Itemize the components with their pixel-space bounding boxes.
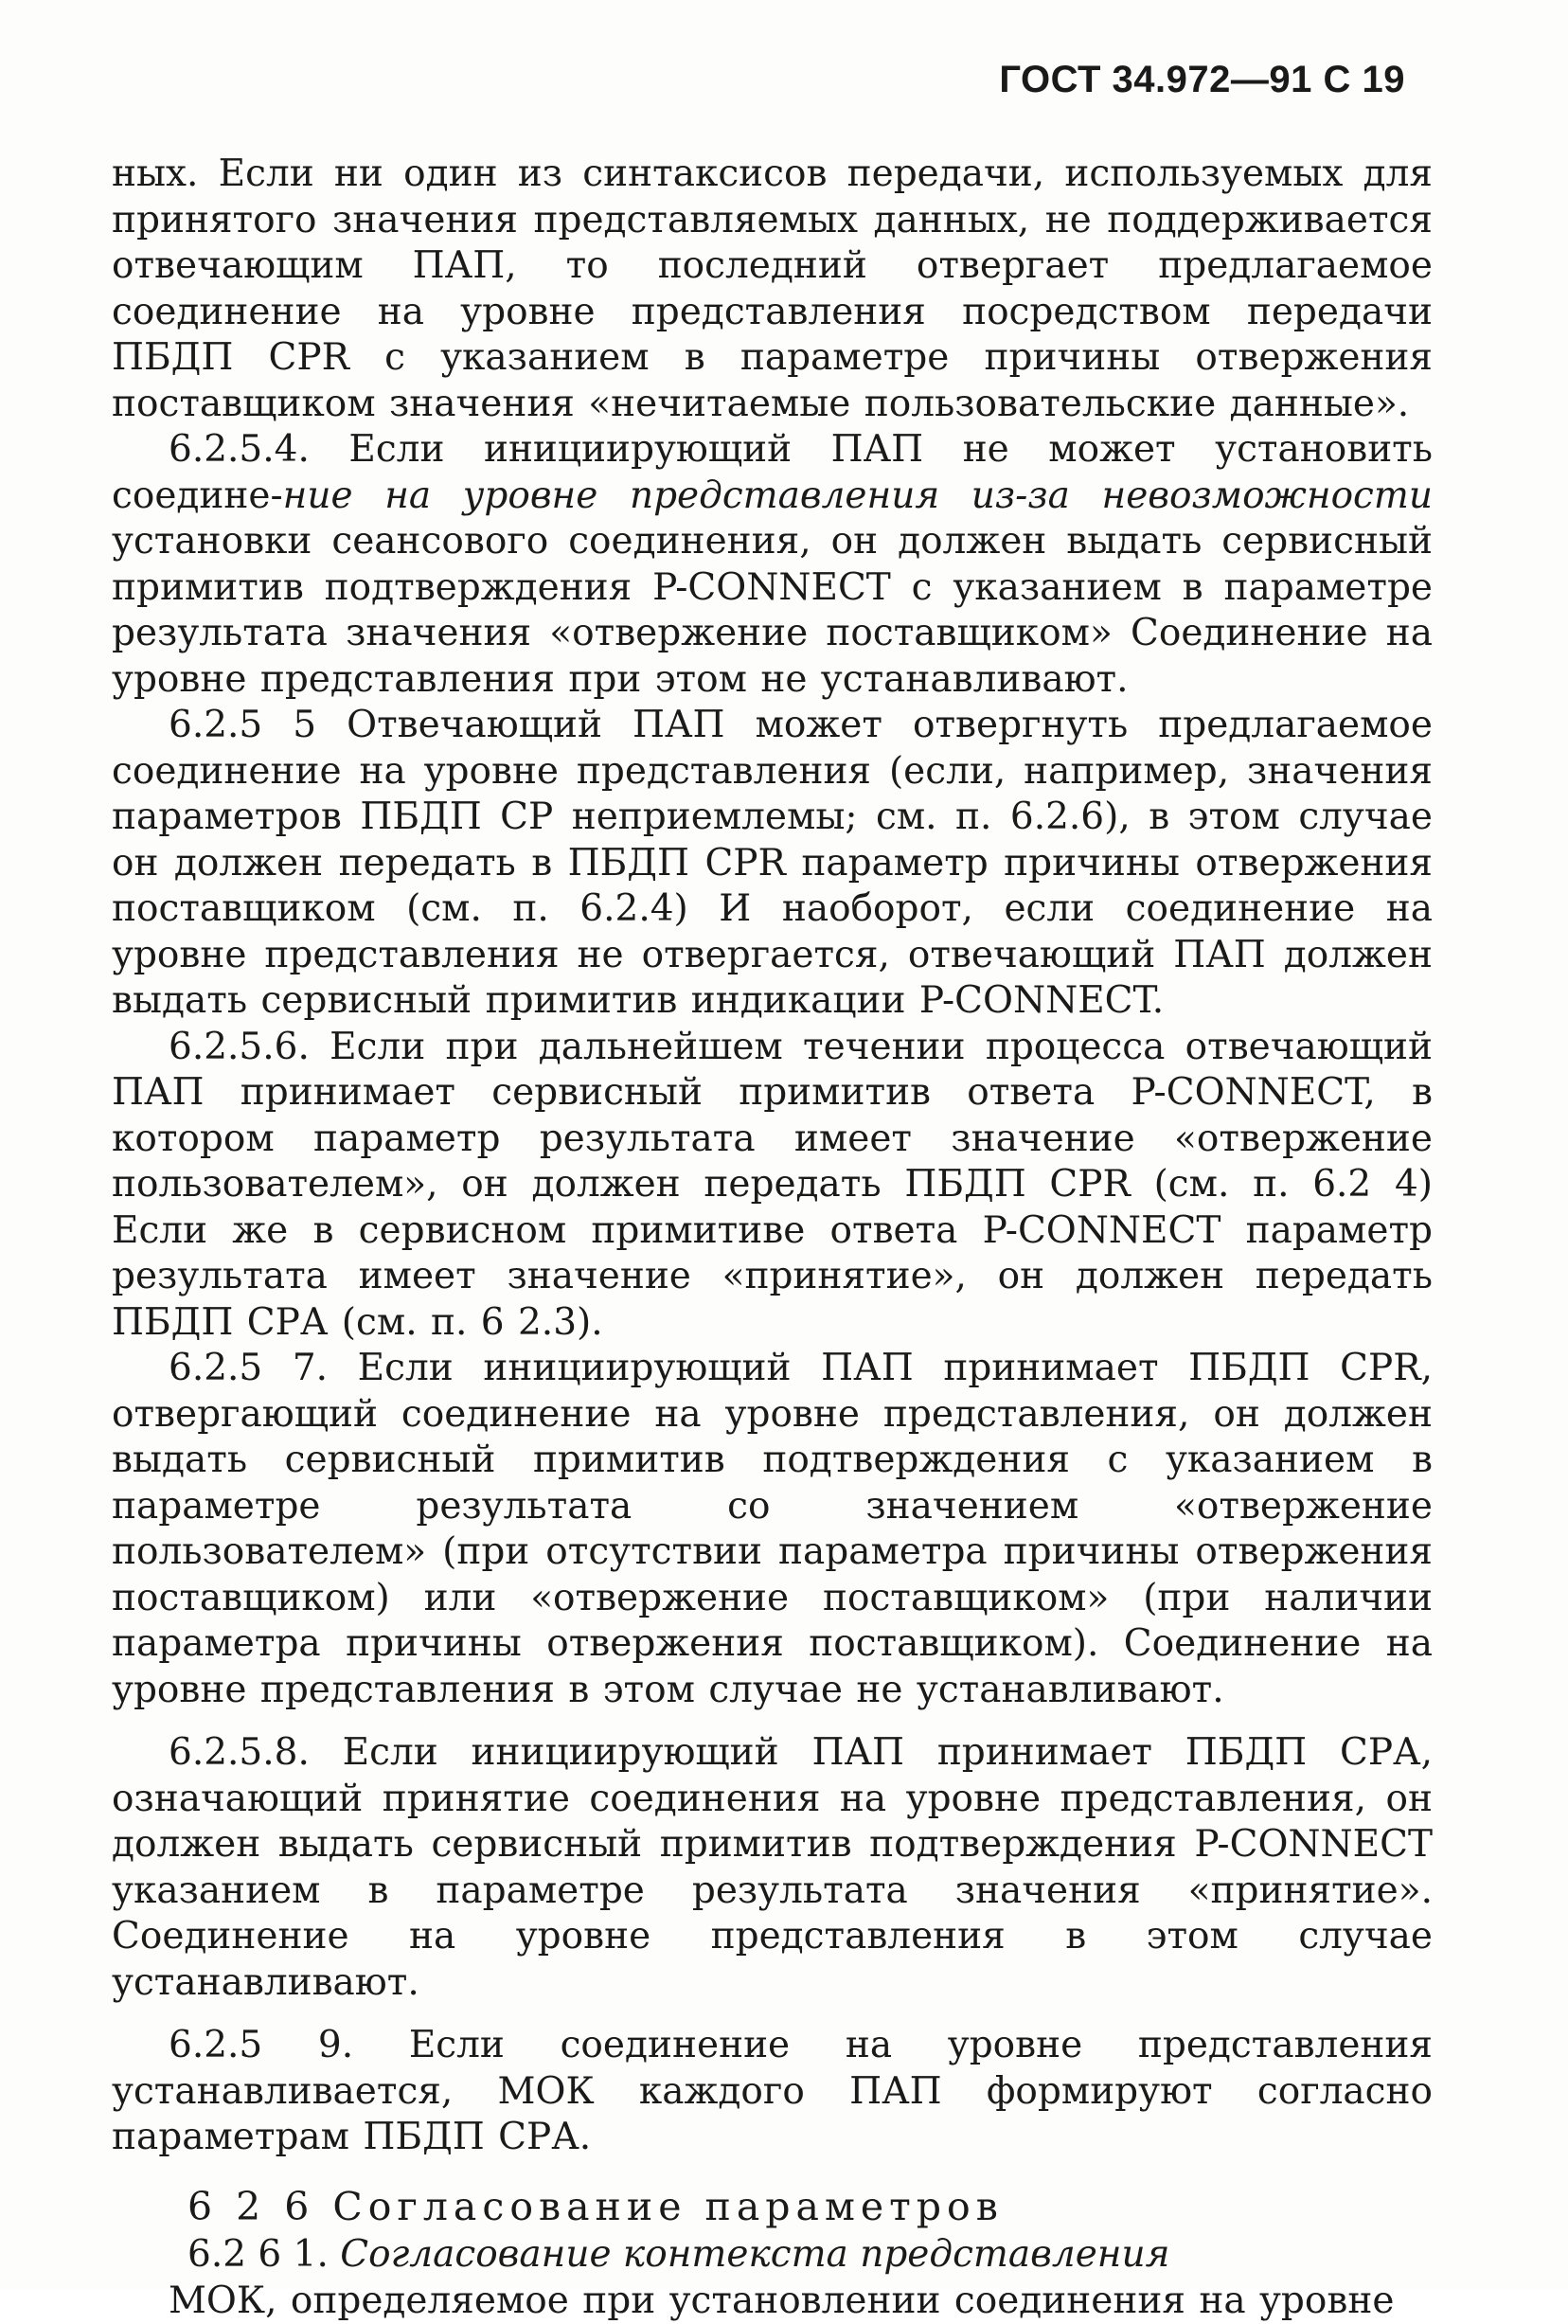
paragraph-6-2-5-7: 6.2.5 7. Если инициирующий ПАП принимает ПБДП CPR, отвергающий соединение на уровне представления, он должен выдать сервисный примитив подтверждения с указанием в параметре результата со значением «отвержение пользователем» (при отсутствии параметра причины отвержения поставщиком) или «отвержение поставщиком» (при наличии параметра причины отвержения поставщиком). Соединение на уровне представления в этом случае не устанавливают. [112,1346,1433,1713]
paragraph-6-2-5-4-tail: установки сеансового соединения, он должен выдать сервисный примитив подтверждения P-CONNECT с указанием в параметре результата значения «отвержение поставщиком» Соединение на уровне представления при этом не устанавливают. [112,520,1433,701]
subsection-number: 6.2 6 1. [187,2233,329,2276]
page-header: ГОСТ 34.972—91 С 19 [999,59,1405,101]
subsection-heading-6-2-6-1 [112,2231,1433,2279]
section-heading-6-2-6: 6 2 6 Согласование параметров [112,2182,1433,2231]
paragraph-6-2-5-4 [112,427,1433,703]
subsection-title: Согласование контекста представления [340,2233,1169,2276]
paragraph-continuation: ных. Если ни один из синтаксисов передачи, используемых для принятого значения представляемых данных, не поддерживается отвечающим ПАП, то последний отвергает предлагаемое соединение на уровне представления посредством передачи ПБДП CPR с указанием в параметре причины отвержения поставщиком значения «нечитаемые пользовательские данные». [112,152,1433,427]
paragraph-6-2-5-5: 6.2.5 5 Отвечающий ПАП может отвергнуть предлагаемое соединение на уровне представления (если, например, значения параметров ПБДП СР неприемлемы; см. п. 6.2.6), в этом случае он должен передать в ПБДП CPR параметр причины отвержения поставщиком (см. п. 6.2.4) И наоборот, если соединение на уровне представления не отвергается, отвечающий ПАП должен выдать сервисный примитив индикации P-CONNECT. [112,703,1433,1025]
paragraph-6-2-5-9: 6.2.5 9. Если соединение на уровне представления устанавливается, МОК каждого ПАП формируют согласно параметрам ПБДП СРА. [112,2023,1433,2161]
paragraph-6-2-6-1-start: МОК, определяемое при установлении соединения на уровне [112,2279,1433,2324]
paragraph-6-2-5-4-lead: 6.2.5.4. Если инициирующий ПАП не может установить соедине- [112,428,1433,517]
page-content [112,152,1433,2324]
paragraph-6-2-5-6: 6.2.5.6. Если при дальнейшем течении процесса отвечающий ПАП принимает сервисный примитив ответа P-CONNECT, в котором параметр результата имеет значение «отвержение пользователем», он должен передать ПБДП CPR (см. п. 6.2 4) Если же в сервисном примитиве ответа P-CONNECT параметр результата имеет значение «принятие», он должен передать ПБДП СРА (см. п. 6 2.3). [112,1025,1433,1347]
paragraph-6-2-5-4-italic: ние на уровне представления из-за невозможности [283,474,1433,517]
paragraph-6-2-5-8: 6.2.5.8. Если инициирующий ПАП принимает ПБДП СРА, означающий принятие соединения на уровне представления, он должен выдать сервисный примитив подтверждения P-CONNECT указанием в параметре результата значения «принятие». Соединение на уровне представления в этом случае устанавливают. [112,1730,1433,2006]
